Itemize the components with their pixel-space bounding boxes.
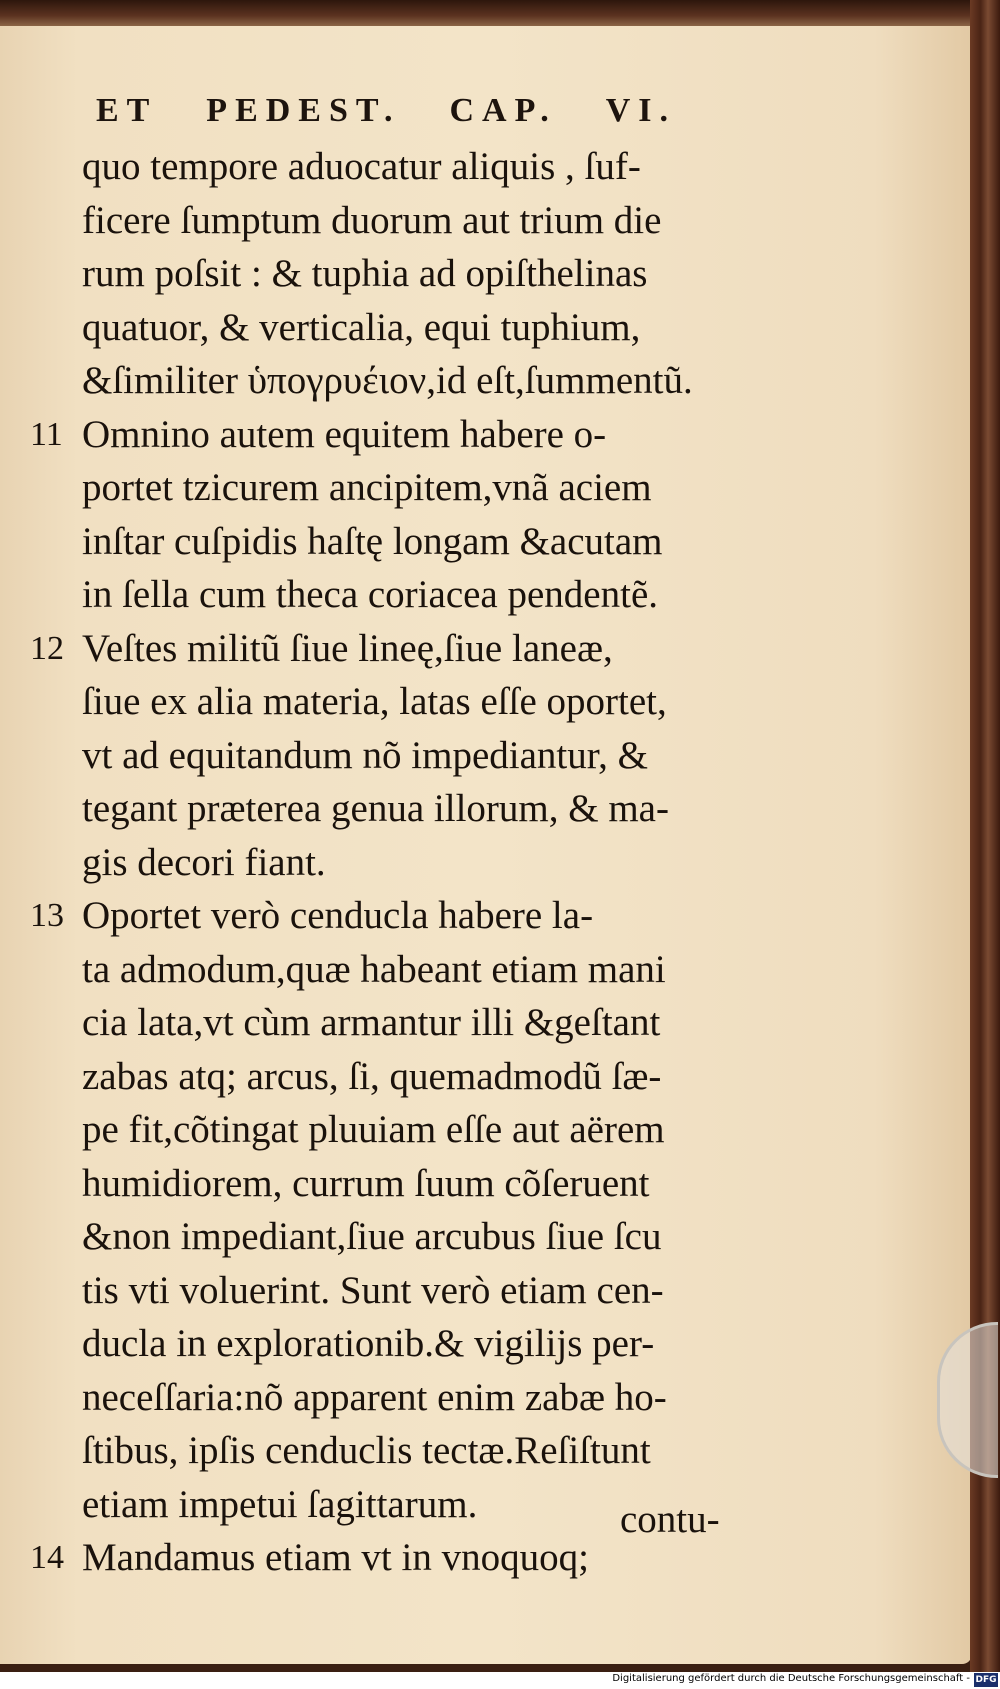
line-text: quo tempore aduocatur aliquis , ſuf- bbox=[82, 145, 641, 188]
text-line bbox=[30, 301, 740, 355]
body-text bbox=[30, 140, 740, 1585]
paragraph-number: 13 bbox=[30, 897, 64, 934]
paragraph-number bbox=[30, 1050, 82, 1104]
paragraph-number: 12 bbox=[30, 629, 64, 667]
line-text: rum poſsit : & tuphia ad opiſthelinas bbox=[82, 252, 648, 295]
paragraph-number bbox=[30, 943, 82, 997]
text-line bbox=[30, 729, 740, 783]
paragraph-number bbox=[30, 1478, 82, 1532]
paragraph-number bbox=[30, 1210, 82, 1264]
line-text: ſiue ex alia materia, latas eſſe oportet, bbox=[82, 680, 667, 723]
running-head-word: ET bbox=[96, 92, 158, 129]
paragraph-number bbox=[30, 1424, 82, 1478]
paragraph-number bbox=[30, 729, 82, 783]
line-text: Veſtes militũ ſiue lineę,ſiue laneæ, bbox=[82, 626, 613, 670]
line-text: tegant prӕterea genua illorum, & ma- bbox=[82, 787, 669, 830]
line-text: humidiorem, currum ſuum cõſeruent bbox=[82, 1161, 650, 1205]
text-line bbox=[30, 194, 740, 248]
paragraph-number bbox=[30, 140, 82, 194]
line-text: quatuor, & verticalia, equi tuphium, bbox=[82, 305, 641, 349]
text-line bbox=[30, 1103, 740, 1157]
line-text: Oportet verò cenducla habere la- bbox=[82, 894, 594, 937]
text-line bbox=[30, 889, 740, 943]
text-line bbox=[30, 247, 740, 301]
text-line bbox=[30, 836, 740, 890]
line-text: zabas atq; arcus, ſi, quemadmodũ ſæ- bbox=[82, 1054, 662, 1098]
line-text: portet tzicurem ancipitem,vnã aciem bbox=[82, 466, 652, 509]
line-text: ſtibus, ipſis cenduclis tectæ.Reſiſtunt bbox=[82, 1429, 651, 1472]
line-text: gis decori fiant. bbox=[82, 840, 326, 884]
text-line bbox=[30, 1424, 740, 1478]
text-line bbox=[30, 1157, 740, 1211]
line-text: vt ad equitandum nõ impediantur, & bbox=[82, 733, 648, 777]
running-head-word: PEDEST. bbox=[206, 92, 401, 129]
dfg-logo-icon: DFG bbox=[975, 1675, 997, 1685]
paragraph-number bbox=[30, 1157, 82, 1211]
paragraph-number bbox=[30, 568, 82, 622]
line-text: Omnino autem equitem habere o- bbox=[82, 412, 607, 456]
text-line bbox=[30, 675, 740, 729]
running-head-word: CAP. bbox=[449, 92, 557, 129]
line-text: ta admodum,quæ habeant etiam mani bbox=[82, 947, 666, 991]
paragraph-number bbox=[30, 782, 82, 836]
catchword: contu- bbox=[620, 1498, 720, 1541]
line-text: ducla in explorationib.& vigilijs per- bbox=[82, 1322, 655, 1365]
paragraph-number: 14 bbox=[30, 1539, 64, 1576]
paragraph-number bbox=[30, 1264, 82, 1318]
line-text: Mandamus etiam vt in vnoquoq; bbox=[82, 1536, 589, 1579]
running-head-word: VI. bbox=[605, 92, 676, 129]
text-line bbox=[30, 140, 740, 194]
paragraph-number bbox=[30, 1371, 82, 1425]
line-text: etiam impetui ſagittarum. bbox=[82, 1482, 478, 1526]
line-text: tis vti voluerint. Sunt verò etiam cen- bbox=[82, 1268, 664, 1312]
line-text: in ſella cum theca coriacea pendentẽ. bbox=[82, 573, 659, 616]
paragraph-number bbox=[30, 301, 82, 355]
paragraph-number bbox=[30, 675, 82, 729]
text-line bbox=[30, 1050, 740, 1104]
line-text: pe fit,cõtingat pluuiam eſſe aut aërem bbox=[82, 1108, 665, 1151]
line-text: inſtar cuſpidis haſtę longam &acutam bbox=[82, 519, 663, 563]
paragraph-number bbox=[30, 194, 82, 248]
text-line bbox=[30, 1371, 740, 1425]
text-line bbox=[30, 943, 740, 997]
text-line bbox=[30, 408, 740, 462]
text-line bbox=[30, 515, 740, 569]
paragraph-number bbox=[30, 1317, 82, 1371]
paragraph-number bbox=[30, 515, 82, 569]
paragraph-number bbox=[30, 354, 82, 408]
text-line bbox=[30, 568, 740, 622]
paragraph-number bbox=[30, 836, 82, 890]
footer-credit: Digitalisierung gefördert durch die Deutsche Forschungsgemeinschaft - bbox=[612, 1673, 970, 1684]
paragraph-number: 11 bbox=[30, 415, 63, 453]
running-head bbox=[96, 92, 676, 130]
text-line bbox=[30, 354, 740, 408]
paragraph-number bbox=[30, 1103, 82, 1157]
text-line bbox=[30, 782, 740, 836]
book-top-edge bbox=[0, 0, 1000, 26]
paragraph-number bbox=[30, 461, 82, 515]
line-text: &non impediant,ſiue arcubus ſiue ſcu bbox=[82, 1215, 662, 1258]
paragraph-number bbox=[30, 996, 82, 1050]
line-text: neceſſaria:nõ apparent enim zabæ ho- bbox=[82, 1375, 667, 1419]
text-line bbox=[30, 1317, 740, 1371]
line-text: &ſimiliter ὑπογρυέιον,id eſt,ſummentũ. bbox=[82, 359, 693, 402]
text-line bbox=[30, 622, 740, 676]
line-text: ficere ſumptum duorum aut trium die bbox=[82, 198, 662, 242]
text-line bbox=[30, 1210, 740, 1264]
text-line bbox=[30, 996, 740, 1050]
text-line bbox=[30, 1264, 740, 1318]
text-line bbox=[30, 461, 740, 515]
paragraph-number bbox=[30, 247, 82, 301]
line-text: cia lata,vt cùm armantur illi &geſtant bbox=[82, 1001, 661, 1044]
